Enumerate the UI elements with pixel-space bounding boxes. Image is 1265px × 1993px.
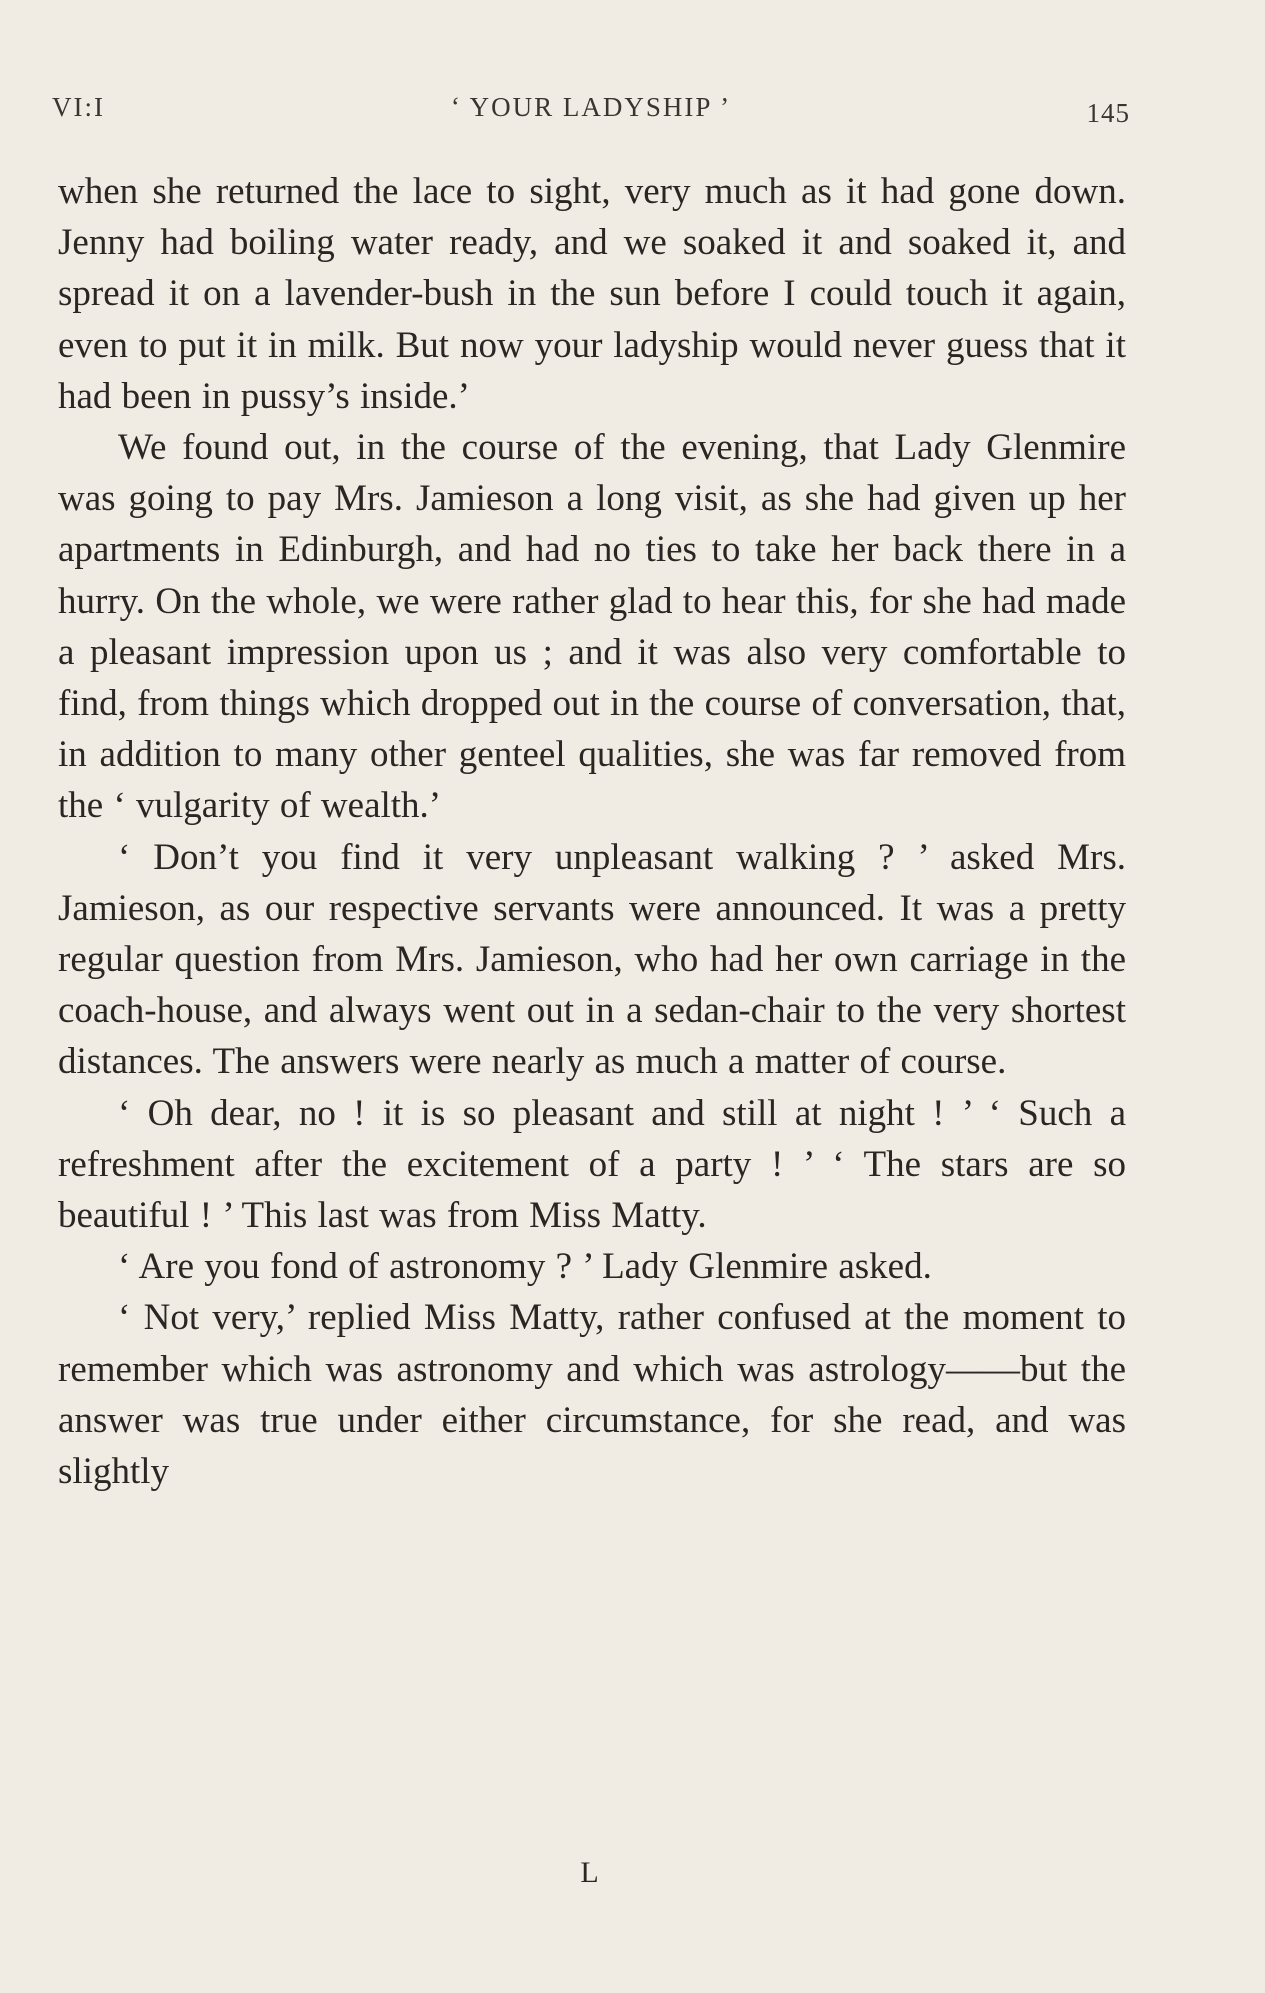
chapter-number: VI:I [52, 92, 105, 122]
page-number: 145 [1086, 98, 1130, 128]
signature-mark: L [580, 1856, 600, 1889]
paragraph: ‘ Are you fond of astronomy ? ’ Lady Glenmire asked. [118, 1246, 932, 1288]
running-head [52, 92, 1130, 132]
paragraph: when she returned the lace to sight, very much as it had gone down. Jenny had boiling water ready, and we soaked it and soaked it, and spread it on a lavender-bush in the sun before I could touch it again, even to put it in milk. But now your ladyship would never guess that it had been in pussy’s inside.’ [58, 171, 1126, 417]
paragraph: ‘ Don’t you find it very unpleasant walking ? ’ asked Mrs. Jamieson, as our respective servants were announced. It was a pretty regular question from Mrs. Jamieson, who had her own carriage in the coach-house, and always went out in a sedan-chair to the very shortest distances. The answers were nearly as much a matter of course. [58, 836, 1126, 1083]
paragraph: ‘ Not very,’ replied Miss Matty, rather confused at the moment to remember which was astronomy and which was astrology——but the answer was true under either circumstance, for she read, and was slightly [58, 1297, 1126, 1493]
paragraph: We found out, in the course of the evening, that Lady Glenmire was going to pay Mrs. Jamieson a long visit, as she had given up her apartments in Edinburgh, and had no ties to take her back there in a hurry. On the whole, we were rather glad to hear this, for she had made a pleasant impression upon us ; and it was also very comfortable to find, from things which dropped out in the course of conversation, that, in addition to many other genteel qualities, she was far removed from the ‘ vulgarity of wealth.’ [58, 427, 1126, 827]
running-title: ‘ YOUR LADYSHIP ’ [450, 92, 732, 122]
paragraph: ‘ Oh dear, no ! it is so pleasant and still at night ! ’ ‘ Such a refreshment after the excitement of a party ! ’ ‘ The stars are so beautiful ! ’ This last was from Miss Matty. [58, 1092, 1126, 1237]
body-text [58, 166, 1126, 1497]
